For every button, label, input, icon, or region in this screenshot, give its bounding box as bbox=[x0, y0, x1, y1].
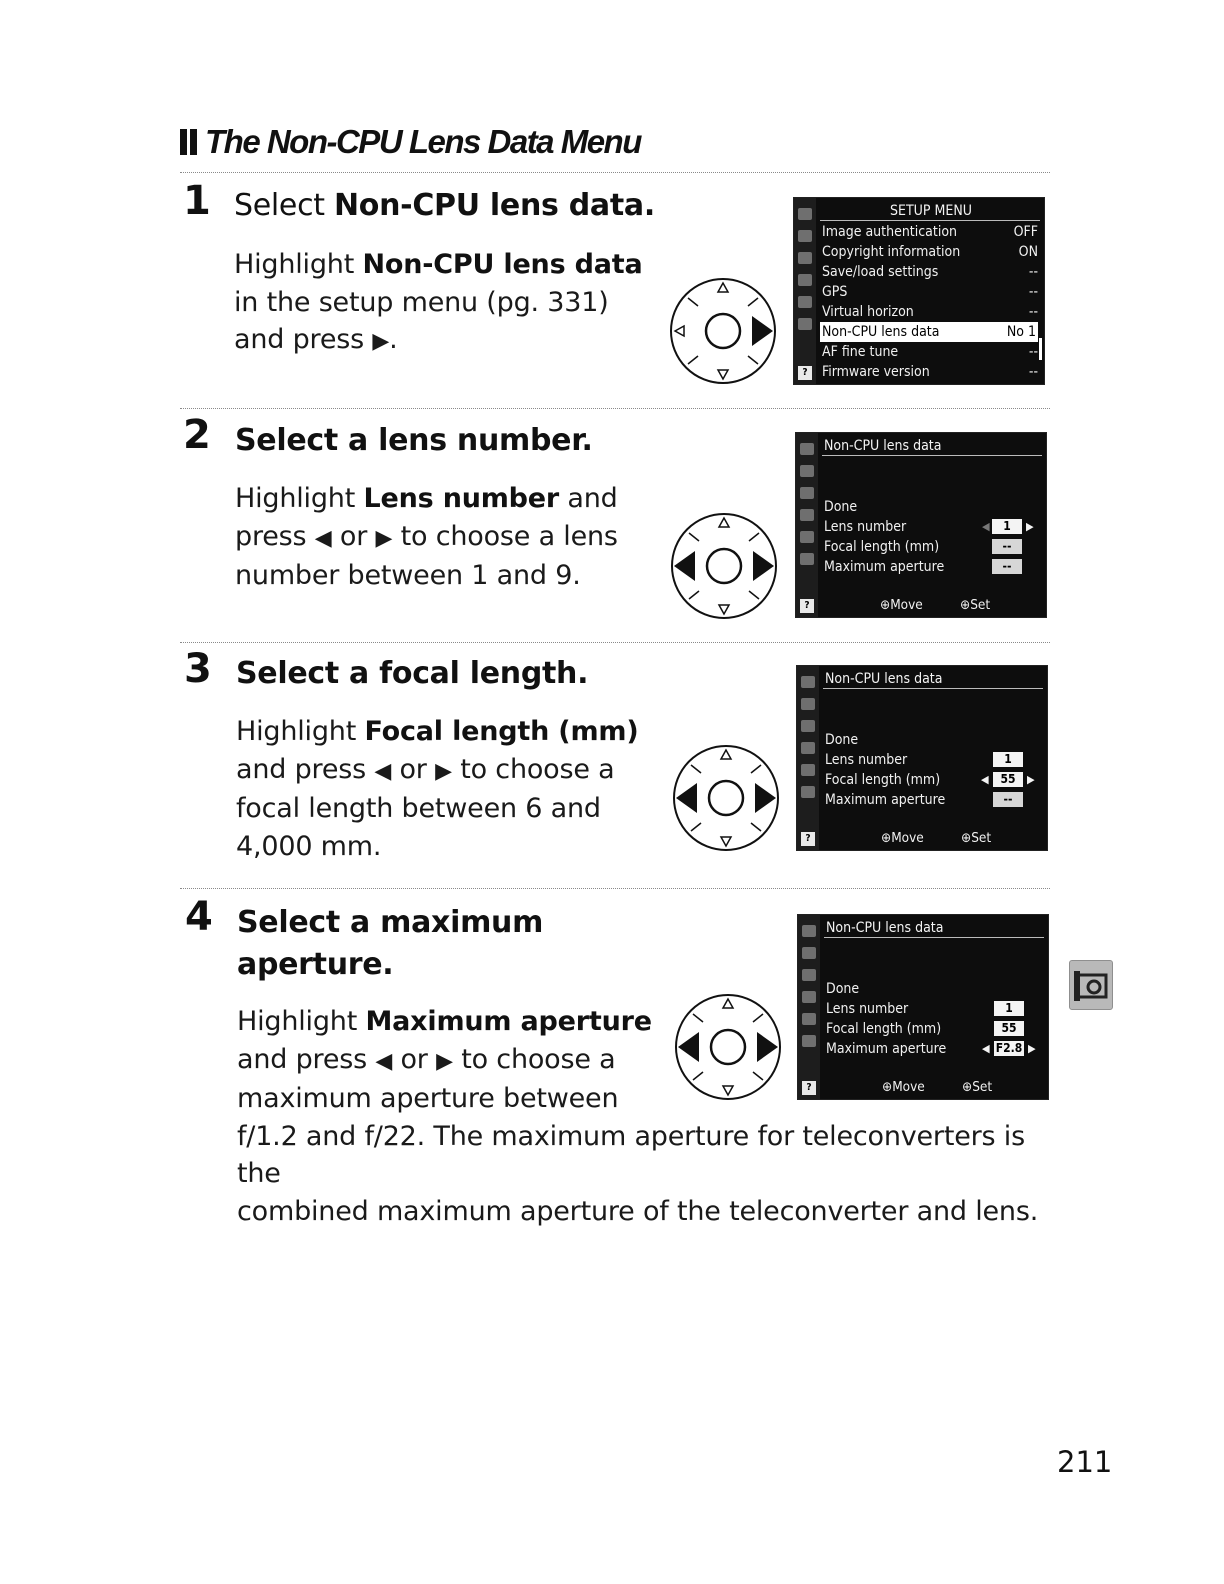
screen-title: Non-CPU lens data bbox=[823, 670, 1043, 689]
non-cpu-lens-screen: Non-CPU lens data Done Lens number Focal length (mm) Maximum aperture ◀ 1 ▶ -- -- ⊕Move ⊕Set ? bbox=[795, 432, 1047, 618]
max-aperture-value: F2.8 bbox=[995, 1041, 1023, 1055]
max-aperture-value: -- bbox=[992, 559, 1022, 574]
menu-row: Save/load settings -- bbox=[822, 264, 1038, 280]
lens-number-value: 1 bbox=[992, 519, 1022, 534]
step-heading: Select Non-CPU lens data. bbox=[234, 188, 655, 223]
step-heading: Select a maximum aperture. bbox=[237, 905, 544, 982]
screen-title: SETUP MENU bbox=[820, 202, 1040, 221]
focal-length-value: -- bbox=[992, 539, 1022, 554]
step-heading: Select a focal length. bbox=[236, 656, 589, 691]
multi-selector-icon bbox=[668, 276, 778, 386]
step-number: 4 bbox=[185, 894, 213, 940]
page-number: 211 bbox=[1057, 1445, 1113, 1479]
section-title-text: The Non-CPU Lens Data Menu bbox=[205, 123, 641, 160]
divider bbox=[180, 408, 1050, 409]
lens-number-value: 1 bbox=[994, 1001, 1024, 1016]
help-icon: ? bbox=[800, 599, 814, 613]
focal-length-value: 55 bbox=[993, 772, 1023, 787]
setup-menu-screen bbox=[793, 197, 1045, 385]
screen-title: Non-CPU lens data bbox=[822, 437, 1042, 456]
lens-number-value: 1 bbox=[993, 752, 1023, 767]
section-title bbox=[180, 120, 641, 164]
menu-row: Copyright information ON bbox=[822, 244, 1038, 260]
step-body: Highlight Non-CPU lens data in the setup menu (pg. 331) and press ▶. bbox=[234, 249, 643, 355]
menu-row: Virtual horizon -- bbox=[822, 304, 1038, 320]
step-number: 1 bbox=[183, 178, 211, 224]
step-body: Highlight Lens number and press ◀ or ▶ to choose a lens number between 1 and 9. bbox=[235, 483, 618, 591]
step-heading: Select a lens number. bbox=[235, 423, 593, 458]
help-icon: ? bbox=[802, 1081, 816, 1095]
multi-selector-icon bbox=[669, 511, 779, 621]
help-icon: ? bbox=[801, 832, 815, 846]
max-aperture-value: -- bbox=[993, 792, 1023, 807]
menu-row-highlighted: Non-CPU lens data No 1 bbox=[822, 324, 1036, 340]
section-marker-icon bbox=[180, 129, 197, 155]
screen-title: Non-CPU lens data bbox=[824, 919, 1044, 938]
non-cpu-lens-screen: Non-CPU lens data Done Lens number Focal length (mm) Maximum aperture 1 ◀ 55 ▶ -- ⊕Move ⊕Set ? bbox=[796, 665, 1048, 851]
divider bbox=[180, 642, 1050, 643]
menu-row: GPS -- bbox=[822, 284, 1038, 300]
divider bbox=[180, 888, 1050, 889]
non-cpu-lens-screen: Non-CPU lens data Done Lens number Focal length (mm) Maximum aperture 1 55 ◀ F2.8 ▶ ⊕Move ⊕Set ? bbox=[797, 914, 1049, 1100]
step-number: 3 bbox=[184, 646, 212, 692]
menu-row: AF fine tune -- bbox=[822, 344, 1038, 360]
focal-length-value: 55 bbox=[994, 1021, 1024, 1036]
scrollbar bbox=[1039, 338, 1042, 360]
menu-row: Firmware version -- bbox=[822, 364, 1038, 380]
multi-selector-icon bbox=[671, 743, 781, 853]
camera-tab-icon bbox=[1069, 960, 1113, 1010]
menu-tabs bbox=[794, 198, 816, 384]
step-number: 2 bbox=[183, 412, 211, 458]
multi-selector-icon bbox=[673, 992, 783, 1102]
menu-row: Image authentication OFF bbox=[822, 224, 1038, 240]
divider bbox=[180, 172, 1050, 173]
step-body: Highlight Focal length (mm) and press ◀ or ▶ to choose a focal length between 6 and 4,000 mm. bbox=[236, 716, 639, 862]
help-icon: ? bbox=[798, 366, 812, 380]
step-body: Highlight Maximum aperture and press ◀ or ▶ to choose a maximum aperture between f/1.2 and f/22. The maximum aperture for teleconverters is the combined maximum aperture of the teleconverter and lens. bbox=[237, 1006, 1039, 1227]
